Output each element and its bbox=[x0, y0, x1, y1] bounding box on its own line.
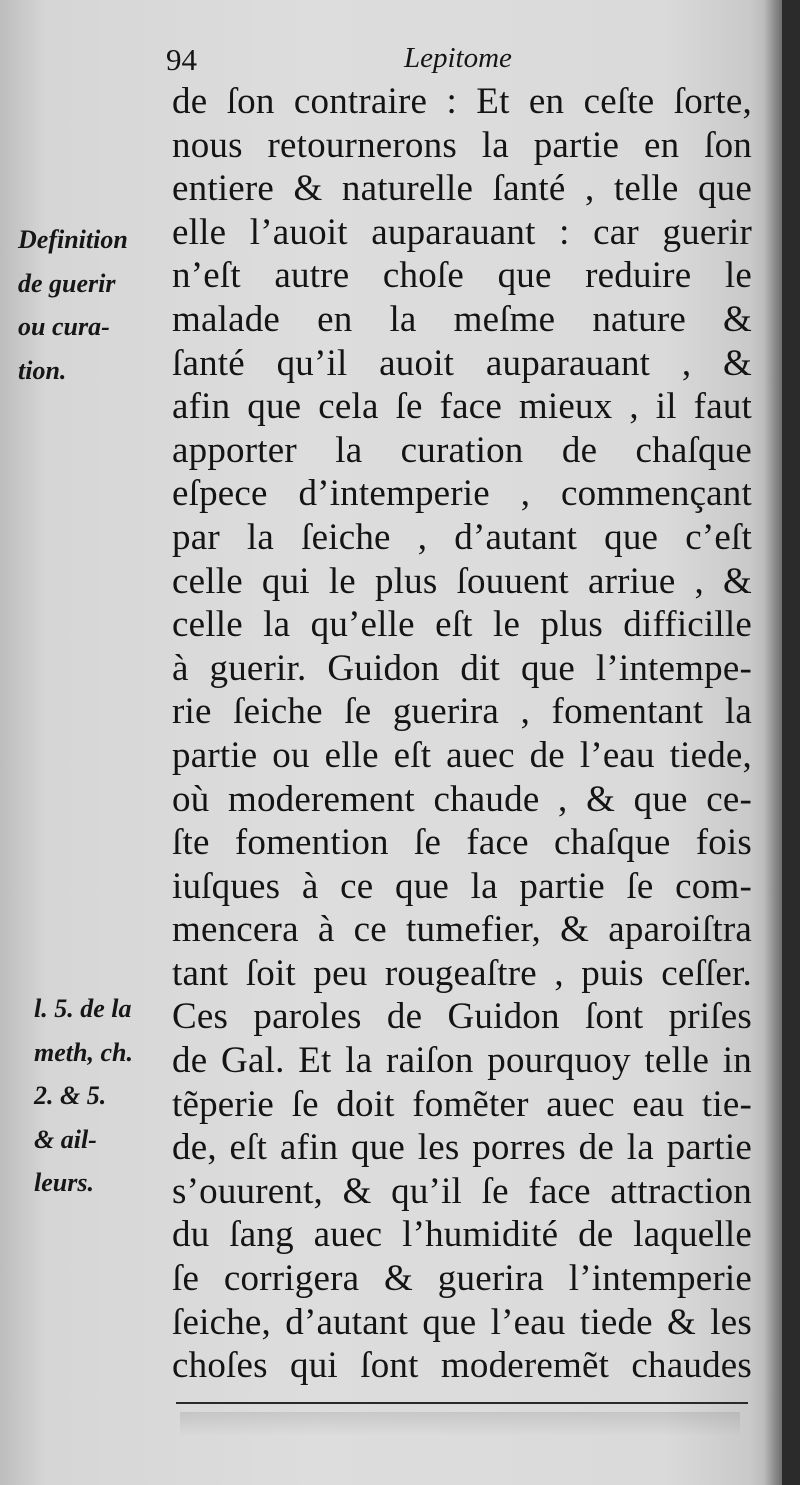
text-line: eſpece d’intemperie , commençant bbox=[172, 473, 752, 515]
text-line: rie ſeiche ſe guerira , fomentant la bbox=[172, 691, 752, 733]
text-line: celle la qu’elle eſt le plus difficille bbox=[172, 604, 752, 646]
text-line: tẽperie ſe doit fomẽter auec eau tie- bbox=[172, 1083, 752, 1125]
margin-note-line: meth, ch. bbox=[34, 1037, 133, 1067]
text-line: où moderement chaude , & que ce- bbox=[172, 778, 752, 820]
text-line: du ſang auec l’humidité de laquelle bbox=[172, 1214, 752, 1256]
text-line: de, eſt afin que les porres de la partie bbox=[172, 1127, 752, 1169]
page-edge bbox=[782, 0, 800, 1485]
text-line: tant ſoit peu rougeaſtre , puis ceſſer. bbox=[172, 952, 752, 994]
margin-note-reference bbox=[34, 987, 133, 1205]
text-line: de Gal. Et la raiſon pourquoy telle in bbox=[172, 1040, 752, 1082]
text-line: ſte fomention ſe face chaſque fois bbox=[172, 822, 752, 864]
margin-note-line: 2. & 5. bbox=[34, 1081, 107, 1111]
margin-note-line: & ail- bbox=[34, 1124, 97, 1154]
text-line: malade en la meſme nature & bbox=[172, 298, 752, 340]
show-through-shadow bbox=[180, 1412, 740, 1436]
text-line: à guerir. Guidon dit que l’intempe- bbox=[172, 647, 752, 689]
text-line: ſeiche, d’autant que l’eau tiede & les bbox=[172, 1301, 752, 1343]
text-line: mencera à ce tumefier, & aparoiſtra bbox=[172, 909, 752, 951]
text-line: choſes qui ſont moderemẽt chaudes bbox=[172, 1345, 752, 1387]
text-line: partie ou elle eſt auec de l’eau tiede, bbox=[172, 734, 752, 776]
body-text bbox=[172, 80, 752, 1388]
margin-note-line: l. 5. de la bbox=[34, 994, 132, 1023]
text-line: par la ſeiche , d’autant que c’eſt bbox=[172, 516, 752, 558]
text-line: elle l’auoit auparauant : car guerir bbox=[172, 211, 752, 253]
text-line: entiere & naturelle ſanté , telle que bbox=[172, 168, 752, 210]
text-line: ſe corrigera & guerira l’intemperie bbox=[172, 1258, 752, 1300]
text-line: celle qui le plus ſouuent arriue , & bbox=[172, 560, 752, 602]
spine-shadow bbox=[764, 0, 782, 1485]
margin-note-line: Definition bbox=[18, 225, 128, 254]
text-line: n’eſt autre choſe que reduire le bbox=[172, 255, 752, 297]
bottom-rule-divider bbox=[176, 1402, 748, 1404]
margin-note-definition bbox=[18, 218, 128, 392]
text-line: de ſon contraire : Et en ceſte ſorte, bbox=[172, 81, 752, 122]
text-line: Ces paroles de Guidon ſont priſes bbox=[172, 996, 752, 1038]
running-head: Lepitome bbox=[404, 42, 512, 74]
text-line: apporter la curation de chaſque bbox=[172, 429, 752, 471]
margin-note-line: tion. bbox=[18, 355, 67, 385]
text-line: nous retournerons la partie en ſon bbox=[172, 124, 752, 166]
margin-note-line: leurs. bbox=[34, 1168, 94, 1198]
margin-note-line: de guerir bbox=[18, 268, 116, 298]
text-line: afin que cela ſe face mieux , il faut bbox=[172, 386, 752, 428]
text-line: iuſques à ce que la partie ſe com- bbox=[172, 865, 752, 907]
text-line: s’ouurent, & qu’il ſe face attraction bbox=[172, 1170, 752, 1212]
margin-note-line: ou cura- bbox=[18, 312, 110, 342]
text-line: ſanté qu’il auoit auparauant , & bbox=[172, 342, 752, 384]
page-number: 94 bbox=[166, 42, 197, 77]
page-header bbox=[166, 42, 726, 82]
